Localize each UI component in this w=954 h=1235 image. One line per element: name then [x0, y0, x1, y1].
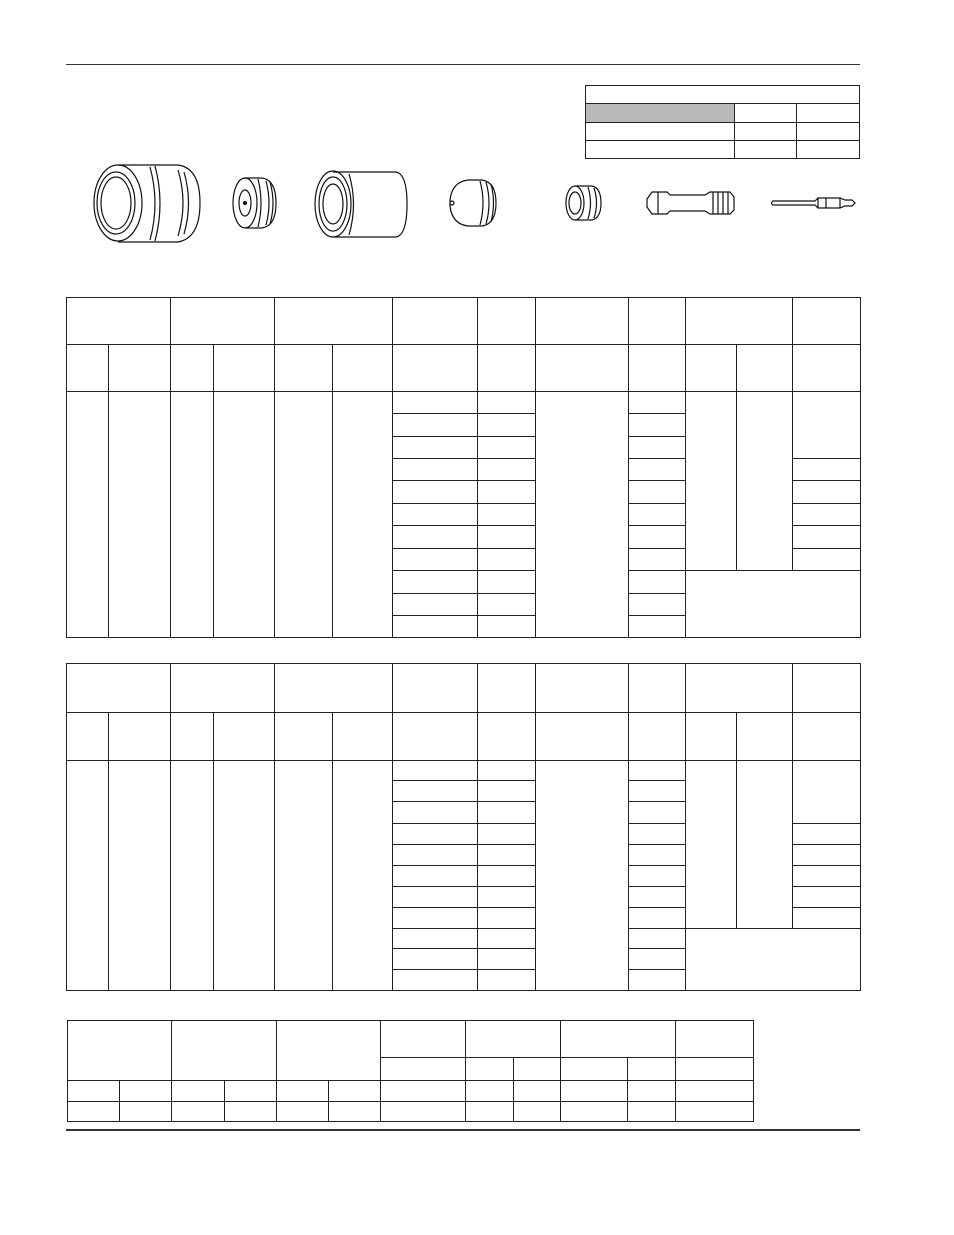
footer-table: [68, 1021, 754, 1122]
electrode-drawing: [647, 192, 734, 214]
swirl-ring-drawing: [566, 186, 601, 220]
process-table-2: [67, 664, 861, 991]
water-tube-drawing: [772, 198, 856, 208]
retaining-cap-drawing: [315, 171, 407, 237]
shield-cap-drawing: [94, 165, 200, 242]
nozzle-drawing: [450, 180, 496, 226]
process-table-1: [67, 298, 861, 638]
legend-table: [586, 86, 860, 159]
shield-drawing: [233, 178, 276, 228]
